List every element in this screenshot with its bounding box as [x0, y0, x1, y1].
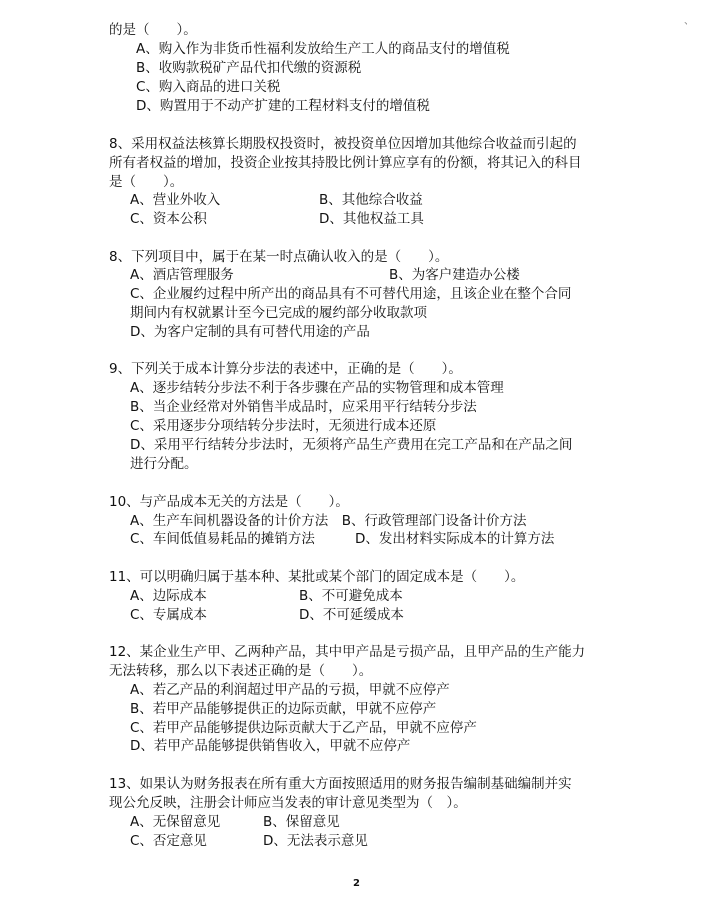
option-c: C、采用逐步分项结转分步法时，无须进行成本还原 — [130, 418, 437, 434]
question-13-line1: 13、如果认为财务报表在所有重大方面按照适用的财务报告编制基础编制并实 — [109, 776, 572, 792]
option-a: A、逐步结转分步法不利于各步骤在产品的实物管理和成本管理 — [130, 380, 504, 396]
option-a: A、购入作为非货币性福利发放给生产工人的商品支付的增值税 — [136, 41, 510, 57]
option-d: D、不可延缓成本 — [299, 607, 404, 623]
question-8b-line1: 8、下列项目中，属于在某一时点确认收入的是（ ）。 — [109, 249, 449, 265]
question-11-line1: 11、可以明确归属于基本种、某批或某个部门的固定成本是（ ）。 — [109, 569, 525, 585]
option-c: C、若甲产品能够提供边际贡献大于乙产品，甲就不应停产 — [130, 720, 477, 736]
option-a: A、酒店管理服务 — [130, 267, 234, 283]
option-c: C、购入商品的进口关税 — [136, 79, 281, 95]
option-c: C、资本公积 — [130, 211, 207, 227]
option-d: D、其他权益工具 — [319, 211, 424, 227]
option-c-line2: 期间内有权就累计至今已完成的履约部分收取款项 — [130, 305, 427, 321]
question-8a-line2: 所有者权益的增加，投资企业按其持股比例计算应享有的份额，将其记入的科目 — [109, 155, 582, 171]
question-stem-tail: 的是（ ）。 — [109, 22, 197, 38]
option-b: B、当企业经常对外销售半成品时，应采用平行结转分步法 — [130, 399, 477, 415]
option-d-line2: 进行分配。 — [130, 456, 198, 472]
question-13-line2: 现公允反映，注册会计师应当发表的审计意见类型为（ ）。 — [109, 795, 467, 811]
question-8a-line3: 是（ ）。 — [109, 174, 184, 190]
option-d-line1: D、采用平行结转分步法时，无须将产品生产费用在完工产品和在产品之间 — [130, 437, 573, 453]
option-b: B、为客户建造办公楼 — [389, 267, 520, 283]
option-d: D、无法表示意见 — [263, 833, 368, 849]
option-a: A、边际成本 — [130, 588, 207, 604]
option-c: C、车间低值易耗品的摊销方法 — [130, 531, 315, 547]
option-d: D、若甲产品能够提供销售收入，甲就不应停产 — [130, 738, 411, 754]
option-d: D、发出材料实际成本的计算方法 — [355, 531, 555, 547]
option-ab: A、生产车间机器设备的计价方法 B、行政管理部门设备计价方法 — [130, 513, 527, 529]
option-b: B、收购款税矿产品代扣代缴的资源税 — [136, 60, 362, 76]
edge-mark: 、 — [684, 16, 694, 27]
question-9-line1: 9、下列关于成本计算分步法的表述中，正确的是（ ）。 — [109, 361, 462, 377]
question-10-line1: 10、与产品成本无关的方法是（ ）。 — [109, 494, 349, 510]
option-b: B、其他综合收益 — [319, 192, 423, 208]
question-12-line2: 无法转移，那么以下表述正确的是（ ）。 — [109, 663, 373, 679]
option-a: A、营业外收入 — [130, 192, 221, 208]
option-c: C、专属成本 — [130, 607, 207, 623]
option-c-line1: C、企业履约过程中所产出的商品具有不可替代用途，且该企业在整个合同 — [130, 286, 572, 302]
question-12-line1: 12、某企业生产甲、乙两种产品，其中甲产品是亏损产品，且甲产品的生产能力 — [109, 644, 586, 660]
page-number: 2 — [353, 878, 360, 889]
option-b: B、保留意见 — [263, 814, 340, 830]
question-8a-line1: 8、采用权益法核算长期股权投资时，被投资单位因增加其他综合收益而引起的 — [109, 136, 577, 152]
option-a: A、无保留意见 — [130, 814, 221, 830]
option-c: C、否定意见 — [130, 833, 207, 849]
option-a: A、若乙产品的利润超过甲产品的亏损，甲就不应停产 — [130, 682, 450, 698]
option-d: D、为客户定制的具有可替代用途的产品 — [130, 324, 370, 340]
option-b: B、若甲产品能够提供正的边际贡献，甲就不应停产 — [130, 701, 437, 717]
option-d: D、购置用于不动产扩建的工程材料支付的增值税 — [136, 98, 430, 114]
option-b: B、不可避免成本 — [299, 588, 403, 604]
